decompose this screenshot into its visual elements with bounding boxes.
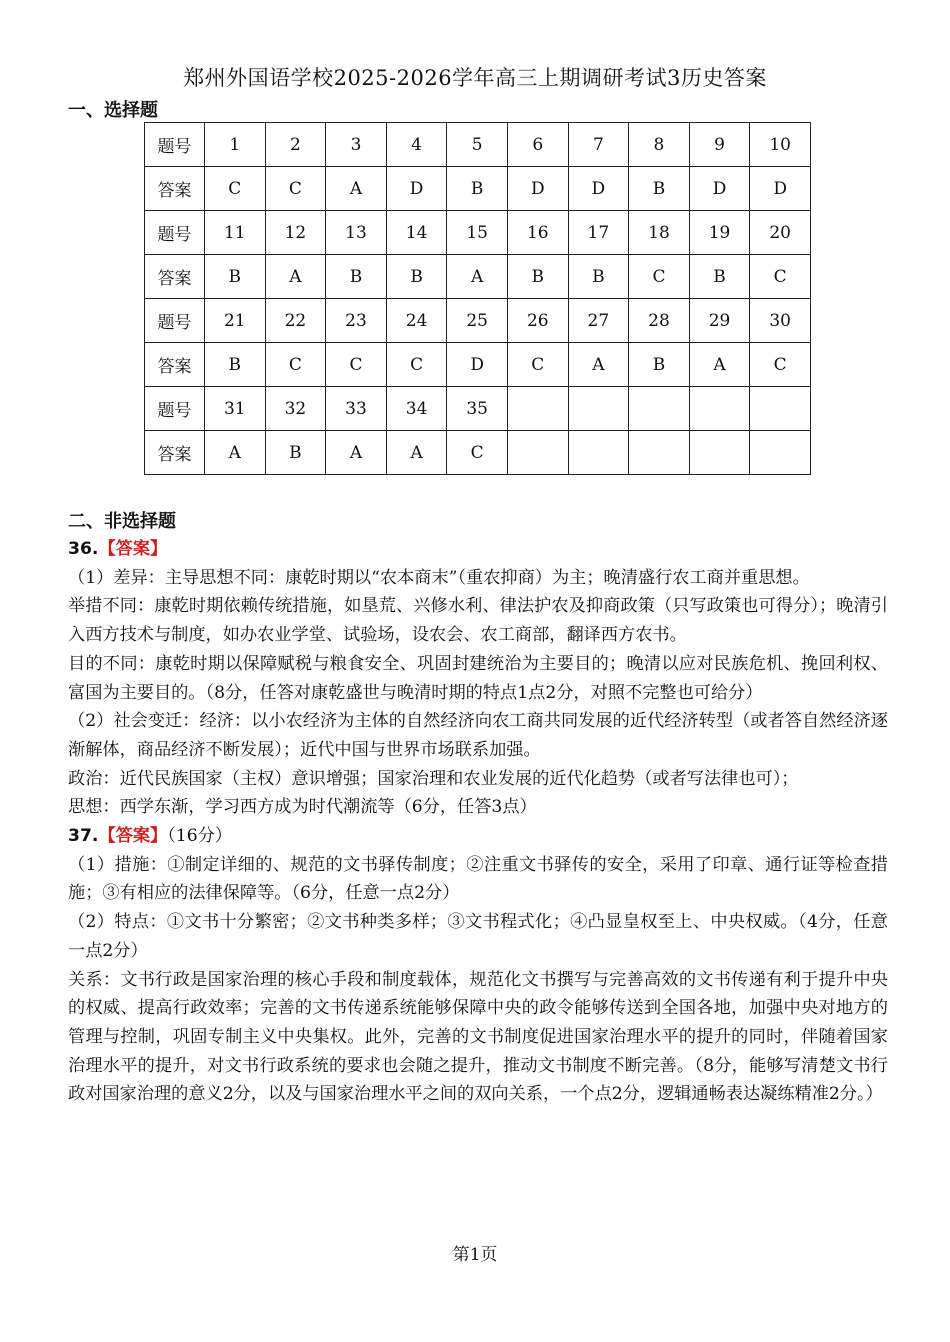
answer-table (144, 122, 811, 475)
answer-cell: C (265, 167, 326, 211)
question-number-cell: 30 (750, 299, 811, 343)
question-number-cell: 32 (265, 387, 326, 431)
answer-cell: C (750, 255, 811, 299)
table-answer-row (145, 431, 811, 475)
answer-cell: D (507, 167, 568, 211)
answer-cell: D (750, 167, 811, 211)
answer-cell: C (205, 167, 266, 211)
question-number-cell: 16 (507, 211, 568, 255)
answer-cell: A (689, 343, 750, 387)
question-number-cell: 33 (326, 387, 387, 431)
q36-paragraph: 政治：近代民族国家（主权）意识增强；国家治理和农业发展的近代化趋势（或者写法律也可）； (68, 768, 799, 789)
answer-cell (629, 431, 690, 475)
question-number-cell: 3 (326, 123, 387, 167)
question-number-cell: 25 (447, 299, 508, 343)
question-number-cell (750, 387, 811, 431)
table-answer-row (145, 167, 811, 211)
table-number-row (145, 211, 811, 255)
question-number-cell: 27 (568, 299, 629, 343)
answer-cell: A (568, 343, 629, 387)
answer-cell: C (750, 343, 811, 387)
q36-paragraph: 目的不同：康乾时期以保障赋税与粮食安全、巩固封建统治为主要目的；晚清以应对民族危机、挽回利权、富国为主要目的。（8分，任答对康乾盛世与晚清时期的特点1点2分，对照不完整也可给分） (68, 653, 888, 703)
q36-paragraph: （1）差异：主导思想不同：康乾时期以“农本商末”（重农抑商）为主；晚清盛行农工商并重思想。 (68, 567, 810, 588)
question-number-cell: 26 (507, 299, 568, 343)
question-number-cell: 1 (205, 123, 266, 167)
question-number-cell: 31 (205, 387, 266, 431)
answer-cell: A (386, 431, 447, 475)
answer-cell: C (629, 255, 690, 299)
answer-cell: C (386, 343, 447, 387)
answer-cell: B (568, 255, 629, 299)
question-number-cell: 15 (447, 211, 508, 255)
question-number-cell (568, 387, 629, 431)
table-number-row (145, 299, 811, 343)
question-number-cell (507, 387, 568, 431)
question-number-cell: 19 (689, 211, 750, 255)
page-number: 第1页 (452, 1245, 498, 1265)
table-number-row (145, 387, 811, 431)
answer-cell: A (447, 255, 508, 299)
answer-cell: C (265, 343, 326, 387)
page-title: 郑州外国语学校2025-2026学年高三上期调研考试3历史答案 (183, 66, 767, 90)
question-number-cell: 22 (265, 299, 326, 343)
row-label: 答案 (145, 255, 205, 299)
question-number-cell: 35 (447, 387, 508, 431)
q37-paragraph: （2）特点：①文书十分繁密；②文书种类多样；③文书程式化；④凸显皇权至上、中央权威。（4分，任意一点2分） (68, 912, 888, 961)
q36-paragraph: 思想：西学东渐，学习西方成为时代潮流等（6分，任答3点） (68, 797, 537, 818)
question-number-cell: 4 (386, 123, 447, 167)
question-number-cell: 18 (629, 211, 690, 255)
row-label: 题号 (145, 299, 205, 343)
answer-tag: 【答案】 (98, 826, 168, 847)
answer-cell: D (689, 167, 750, 211)
question-number-cell: 7 (568, 123, 629, 167)
row-label: 答案 (145, 431, 205, 475)
question-number-cell: 28 (629, 299, 690, 343)
answer-cell: B (629, 343, 690, 387)
answer-cell: A (265, 255, 326, 299)
answer-cell (750, 431, 811, 475)
question-number-cell: 5 (447, 123, 508, 167)
row-label: 答案 (145, 167, 205, 211)
answer-cell: B (205, 343, 266, 387)
question-number-cell: 20 (750, 211, 811, 255)
answer-cell: B (326, 255, 387, 299)
question-number-cell: 11 (205, 211, 266, 255)
answer-cell: D (386, 167, 447, 211)
row-label: 题号 (145, 387, 205, 431)
answer-cell: B (205, 255, 266, 299)
question-number: 36. (68, 539, 99, 559)
question-number-cell (689, 387, 750, 431)
answer-cell (689, 431, 750, 475)
section-heading-non-choice: 二、非选择题 (68, 511, 176, 532)
answer-cell: B (507, 255, 568, 299)
question-number-cell: 2 (265, 123, 326, 167)
q36-paragraph: 举措不同：康乾时期依赖传统措施，如垦荒、兴修水利、律法护农及抑商政策（只写政策也可得分）；晚清引入西方技术与制度，如办农业学堂、试验场，设农会、农工商部，翻译西方农书。 (68, 596, 888, 646)
score-note: （16分） (167, 826, 233, 847)
question-number-cell: 34 (386, 387, 447, 431)
answer-cell (507, 431, 568, 475)
question-number-cell: 13 (326, 211, 387, 255)
answer-cell: D (568, 167, 629, 211)
question-number-cell: 8 (629, 123, 690, 167)
answer-cell: A (205, 431, 266, 475)
q36-paragraph: （2）社会变迁：经济：以小农经济为主体的自然经济向农工商共同发展的近代经济转型（或者答自然经济逐渐解体，商品经济不断发展）；近代中国与世界市场联系加强。 (68, 711, 888, 760)
table-answer-row (145, 255, 811, 299)
answer-cell (568, 431, 629, 475)
answer-cell: A (326, 431, 387, 475)
answer-body (68, 535, 888, 1109)
question-number-cell: 21 (205, 299, 266, 343)
question-number: 37. (68, 826, 99, 847)
answer-cell: B (386, 255, 447, 299)
q37-paragraph: 关系：文书行政是国家治理的核心手段和制度载体，规范化文书撰写与完善高效的文书传递有利于提升中央的权威、提高行政效率；完善的文书传递系统能够保障中央的政令能够传送到全国各地，加强中央对地方的管理与控制，巩固专制主义中央集权。此外，完善的文书制度促进国家治理水平的提升的同时，伴随着国家治理水平的提升，对文书行政系统的要求也会随之提升，推动文书制度不断完善。（8分，能够写清楚文书行政对国家治理的意义2分，以及与国家治理水平之间的双向关系，一个点2分，逻辑通畅表达凝练精准2分。） (68, 969, 888, 1105)
question-number-cell: 24 (386, 299, 447, 343)
question-number-cell: 9 (689, 123, 750, 167)
q37-paragraph: （1）措施：①制定详细的、规范的文书驿传制度；②注重文书驿传的安全，采用了印章、通行证等检查措施；③有相应的法律保障等。（6分，任意一点2分） (68, 854, 888, 904)
q36-heading (68, 535, 888, 564)
answer-tag: 【答案】 (98, 539, 168, 559)
section-heading-choice: 一、选择题 (68, 100, 158, 121)
question-number-cell: 10 (750, 123, 811, 167)
question-number-cell: 17 (568, 211, 629, 255)
answer-cell: B (689, 255, 750, 299)
answer-cell: D (447, 343, 508, 387)
row-label: 题号 (145, 123, 205, 167)
answer-cell: B (447, 167, 508, 211)
row-label: 答案 (145, 343, 205, 387)
answer-cell: C (326, 343, 387, 387)
question-number-cell: 29 (689, 299, 750, 343)
answer-cell: B (265, 431, 326, 475)
table-answer-row (145, 343, 811, 387)
answer-cell: A (326, 167, 387, 211)
question-number-cell: 12 (265, 211, 326, 255)
answer-cell: C (507, 343, 568, 387)
row-label: 题号 (145, 211, 205, 255)
answer-cell: B (629, 167, 690, 211)
question-number-cell: 14 (386, 211, 447, 255)
question-number-cell: 6 (507, 123, 568, 167)
question-number-cell: 23 (326, 299, 387, 343)
table-number-row (145, 123, 811, 167)
question-number-cell (629, 387, 690, 431)
q37-heading (68, 822, 888, 851)
answer-cell: C (447, 431, 508, 475)
